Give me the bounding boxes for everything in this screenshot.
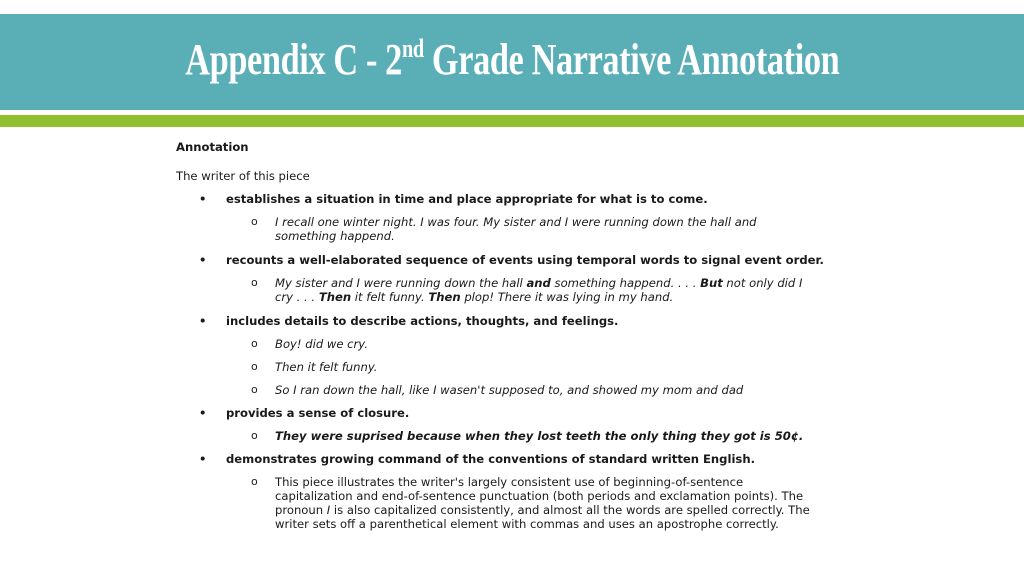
- sub-bullet-icon: o: [251, 360, 258, 373]
- sub-bullet-icon: o: [251, 429, 258, 442]
- bullet-icon: •: [199, 406, 207, 420]
- sub-bullet-icon: o: [251, 475, 258, 488]
- accent-bar: [0, 115, 1024, 127]
- sub-bullet-icon: o: [251, 337, 258, 350]
- slide-title: Appendix C - 2nd Grade Narrative Annotation: [184, 33, 840, 84]
- annotation-intro: The writer of this piece: [176, 169, 310, 183]
- annotation-heading: Annotation: [176, 140, 249, 154]
- title-bar: [0, 14, 1024, 110]
- bullet-icon: •: [199, 452, 207, 466]
- sub-bullet-icon: o: [251, 276, 258, 289]
- sub-bullet-icon: o: [251, 215, 258, 228]
- bullet-icon: •: [199, 192, 207, 206]
- bullet-icon: •: [199, 314, 207, 328]
- sub-bullet-icon: o: [251, 383, 258, 396]
- top-margin: [0, 0, 1024, 14]
